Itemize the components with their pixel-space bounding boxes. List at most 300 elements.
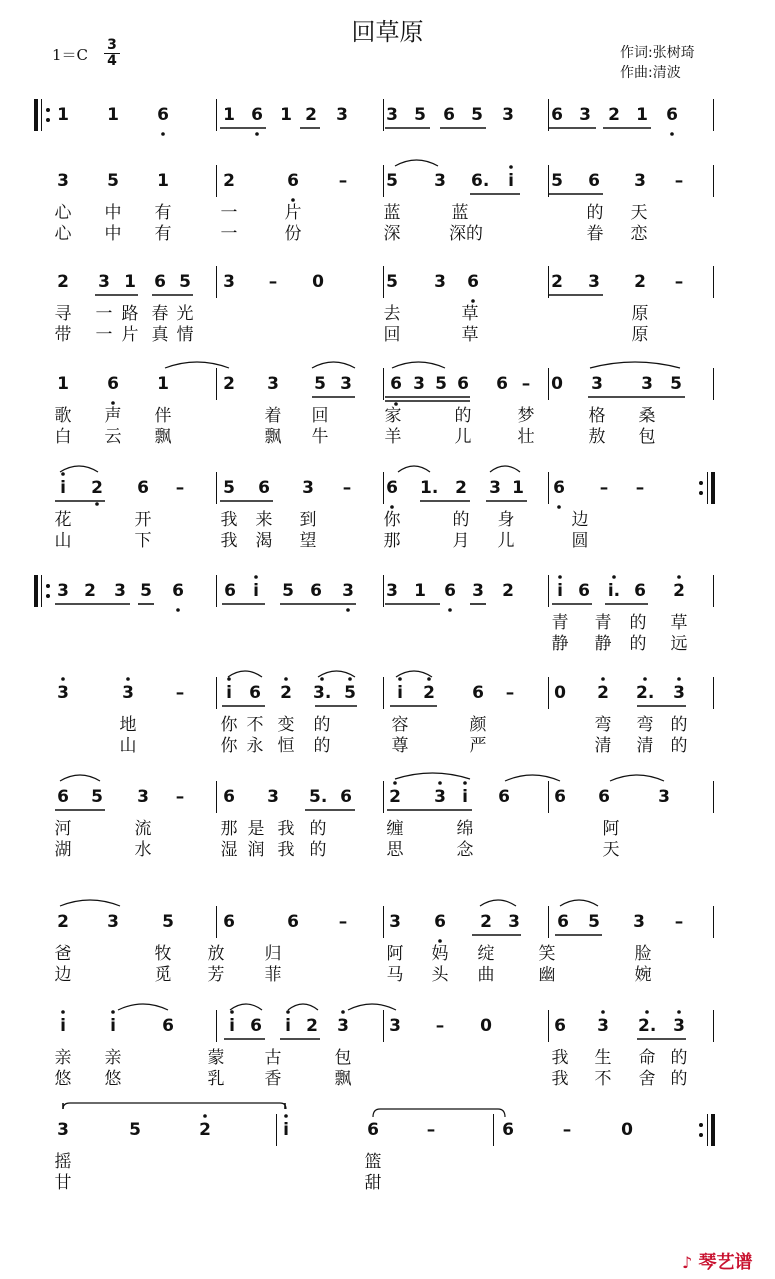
- note: 3: [57, 581, 69, 601]
- lyric-syllable: 中: [104, 203, 122, 223]
- lyric-syllable: 恋: [630, 224, 648, 244]
- note: 1: [636, 105, 648, 125]
- lyric-syllable: 带: [54, 325, 72, 345]
- octave-dot: [677, 677, 681, 681]
- lyric-syllable: 的: [452, 510, 470, 530]
- lyric-syllable: 眷: [586, 224, 604, 244]
- note: 6: [467, 272, 479, 292]
- lyric-syllable: 牛: [311, 427, 329, 447]
- lyric-syllable: 缠: [386, 819, 404, 839]
- note: –: [521, 374, 531, 394]
- note: 6: [554, 1016, 566, 1036]
- note: 6: [634, 581, 646, 601]
- lyric-syllable: 容: [391, 715, 409, 735]
- note: 5.: [309, 787, 328, 807]
- lyric-syllable: 那: [383, 531, 401, 551]
- lyric-syllable: 香: [264, 1069, 282, 1089]
- lyric-syllable: 清: [594, 736, 612, 756]
- note: –: [599, 478, 609, 498]
- note: 2: [608, 105, 620, 125]
- lyric-syllable: 声: [104, 406, 122, 426]
- lyric-syllable: 绵: [456, 819, 474, 839]
- note: 6: [588, 171, 600, 191]
- lyric-syllable: 边: [54, 965, 72, 985]
- lyric-syllable: 光: [176, 304, 194, 324]
- lyric-syllable: 深的: [449, 224, 483, 244]
- lyric-syllable: 圆: [571, 531, 589, 551]
- note: 3: [489, 478, 501, 498]
- lyric-syllable: 回: [383, 325, 401, 345]
- note: 1: [124, 272, 136, 292]
- note: 2: [597, 683, 609, 703]
- slur: [505, 775, 560, 781]
- lyric-syllable: 亲: [54, 1048, 72, 1068]
- note: 2: [673, 581, 685, 601]
- lyric-syllable: 草: [461, 304, 479, 324]
- note: 2: [57, 912, 69, 932]
- lyric-syllable: 回: [311, 406, 329, 426]
- slur: [348, 1004, 396, 1010]
- lyric-syllable: 的: [629, 613, 647, 633]
- lyric-syllable: 你: [383, 510, 401, 530]
- note: 2: [389, 787, 401, 807]
- note: 1: [223, 105, 235, 125]
- note: 3: [107, 912, 119, 932]
- lyric-syllable: 开: [134, 510, 152, 530]
- note: –: [338, 912, 348, 932]
- note: 5: [435, 374, 447, 394]
- note: 3: [57, 683, 69, 703]
- octave-dot: [601, 677, 605, 681]
- lyric-syllable: 妈: [431, 944, 449, 964]
- note: 1: [57, 374, 69, 394]
- lyric-syllable: 的: [670, 1048, 688, 1068]
- lyric-syllable: 远: [670, 634, 688, 654]
- note: 5: [551, 171, 563, 191]
- lyric-syllable: 羊: [384, 427, 402, 447]
- slur: [398, 466, 430, 472]
- lyric-syllable: 婉: [634, 965, 652, 985]
- lyric-syllable: 包: [638, 427, 656, 447]
- note: 0: [312, 272, 324, 292]
- octave-dot: [284, 677, 288, 681]
- note: 6: [162, 1016, 174, 1036]
- lyric-syllable: 思: [386, 840, 404, 860]
- lyric-syllable: 的: [670, 715, 688, 735]
- lyric-syllable: 有: [154, 224, 172, 244]
- lyric-syllable: 亲: [104, 1048, 122, 1068]
- song-title: 回草原: [351, 18, 424, 46]
- note: 3: [641, 374, 653, 394]
- octave-dot: [390, 505, 394, 509]
- octave-dot: [284, 1114, 288, 1118]
- note: 1: [157, 171, 169, 191]
- note: 5: [129, 1120, 141, 1140]
- note: 6: [287, 171, 299, 191]
- note: 3: [634, 171, 646, 191]
- note: 6: [578, 581, 590, 601]
- note: i: [508, 171, 514, 191]
- note: 3: [472, 581, 484, 601]
- lyric-syllable: 念: [456, 840, 474, 860]
- composer-credit: 作曲:清波: [620, 65, 681, 81]
- lyric-syllable: 爸: [54, 944, 72, 964]
- note: –: [342, 478, 352, 498]
- octave-dot: [227, 677, 231, 681]
- lyric-syllable: 我: [277, 819, 295, 839]
- lyric-syllable: 青: [551, 613, 569, 633]
- note: 2: [223, 171, 235, 191]
- note: 6: [251, 105, 263, 125]
- note: i: [285, 1016, 291, 1036]
- note: 6: [502, 1120, 514, 1140]
- lyric-syllable: 清: [636, 736, 654, 756]
- lyric-syllable: 静: [551, 634, 569, 654]
- note: 5: [162, 912, 174, 932]
- note: 1: [157, 374, 169, 394]
- note: 6: [223, 787, 235, 807]
- lyric-syllable: 伴: [154, 406, 172, 426]
- lyric-syllable: 严: [469, 736, 487, 756]
- slur: [230, 1004, 262, 1010]
- note: 5: [471, 105, 483, 125]
- note: –: [435, 1016, 445, 1036]
- lyricist-credit: 作词:张树琦: [620, 45, 695, 61]
- note: 3: [267, 374, 279, 394]
- lyric-syllable: 儿: [454, 427, 472, 447]
- note: –: [175, 478, 185, 498]
- lyric-syllable: 的: [454, 406, 472, 426]
- lyric-syllable: 飘: [264, 427, 282, 447]
- lyric-syllable: 山: [54, 531, 72, 551]
- time-signature-denominator: 4: [104, 53, 120, 69]
- lyric-syllable: 变: [277, 715, 295, 735]
- octave-dot: [612, 575, 616, 579]
- octave-dot: [677, 1010, 681, 1014]
- lyric-syllable: 牧: [154, 944, 172, 964]
- slur: [118, 1004, 168, 1010]
- lyric-syllable: 马: [386, 965, 404, 985]
- lyric-syllable: 篮: [364, 1152, 382, 1172]
- lyric-syllable: 绽: [477, 944, 495, 964]
- lyric-syllable: 尊: [391, 736, 409, 756]
- note: 3: [340, 374, 352, 394]
- lyric-syllable: 我: [551, 1048, 569, 1068]
- octave-dot: [341, 1010, 345, 1014]
- note: 6: [340, 787, 352, 807]
- lyric-syllable: 阿: [602, 819, 620, 839]
- lyric-syllable: 流: [134, 819, 152, 839]
- note: 5: [282, 581, 294, 601]
- note: –: [338, 171, 348, 191]
- lyric-syllable: 你: [220, 715, 238, 735]
- lyric-syllable: 水: [134, 840, 152, 860]
- note: 3: [57, 171, 69, 191]
- lyric-syllable: 深: [383, 224, 401, 244]
- octave-dot: [557, 505, 561, 509]
- lyric-syllable: 湿: [220, 840, 238, 860]
- note: –: [175, 683, 185, 703]
- note: 2: [57, 272, 69, 292]
- slur: [396, 671, 432, 677]
- lyric-syllable: 的: [629, 634, 647, 654]
- slur: [490, 466, 520, 472]
- lyric-syllable: 飘: [154, 427, 172, 447]
- lyric-syllable: 的: [309, 840, 327, 860]
- note: –: [175, 787, 185, 807]
- note: 3: [434, 272, 446, 292]
- note: 2: [199, 1120, 211, 1140]
- lyric-syllable: 中: [104, 224, 122, 244]
- note: i: [557, 581, 563, 601]
- note: 6: [551, 105, 563, 125]
- lyric-syllable: 我: [551, 1069, 569, 1089]
- note: 3: [597, 1016, 609, 1036]
- lyric-syllable: 的: [670, 1069, 688, 1089]
- lyric-syllable: 归: [264, 944, 282, 964]
- lyric-syllable: 家: [384, 406, 402, 426]
- lyric-syllable: 润: [247, 840, 265, 860]
- lyric-syllable: 山: [119, 736, 137, 756]
- lyric-syllable: 是: [247, 819, 265, 839]
- note: 0: [554, 683, 566, 703]
- lyric-syllable: 天: [602, 840, 620, 860]
- octave-dot: [320, 677, 324, 681]
- slur: [312, 362, 355, 368]
- octave-dot: [558, 575, 562, 579]
- octave-dot: [255, 132, 259, 136]
- note: 3: [389, 912, 401, 932]
- note: 2: [502, 581, 514, 601]
- lyric-syllable: 悠: [54, 1069, 72, 1089]
- slur: [395, 773, 470, 779]
- lyric-syllable: 片: [284, 203, 302, 223]
- note: 2: [480, 912, 492, 932]
- slur: [318, 671, 355, 677]
- note: 2: [423, 683, 435, 703]
- octave-dot: [254, 575, 258, 579]
- lyric-syllable: 芳: [207, 965, 225, 985]
- lyric-syllable: 草: [461, 325, 479, 345]
- slur: [228, 671, 262, 677]
- note: i: [397, 683, 403, 703]
- note: 3.: [313, 683, 332, 703]
- lyric-syllable: 古: [264, 1048, 282, 1068]
- lyric-syllable: 不: [594, 1069, 612, 1089]
- note: 5: [670, 374, 682, 394]
- lyric-syllable: 那: [220, 819, 238, 839]
- lyric-syllable: 乳: [207, 1069, 225, 1089]
- note: –: [674, 912, 684, 932]
- note: 2: [306, 1016, 318, 1036]
- lyric-syllable: 寻: [54, 304, 72, 324]
- octave-dot: [601, 1010, 605, 1014]
- lyric-syllable: 来: [255, 510, 273, 530]
- note: 6: [107, 374, 119, 394]
- note: 3: [579, 105, 591, 125]
- slur: [60, 775, 100, 781]
- octave-dot: [230, 1010, 234, 1014]
- lyric-syllable: 蓝: [383, 203, 401, 223]
- note: 1: [512, 478, 524, 498]
- slur: [480, 900, 516, 906]
- note: 6: [598, 787, 610, 807]
- note: 3: [336, 105, 348, 125]
- lyric-syllable: 片: [121, 325, 139, 345]
- lyric-syllable: 心: [54, 224, 72, 244]
- note: 3: [267, 787, 279, 807]
- lyric-syllable: 蓝: [451, 203, 469, 223]
- note: 2: [84, 581, 96, 601]
- lyric-syllable: 的: [313, 736, 331, 756]
- note: 2.: [636, 683, 655, 703]
- note: 5: [314, 374, 326, 394]
- note: 6: [457, 374, 469, 394]
- note: i.: [607, 581, 621, 601]
- lyric-syllable: 幽: [538, 965, 556, 985]
- lyric-syllable: 壮: [517, 427, 535, 447]
- lyric-syllable: 春: [151, 304, 169, 324]
- note: 3: [342, 581, 354, 601]
- lyric-syllable: 你: [220, 736, 238, 756]
- note: 6: [310, 581, 322, 601]
- note: 3: [114, 581, 126, 601]
- octave-dot: [463, 781, 467, 785]
- slur: [560, 900, 598, 906]
- note: 3: [57, 1120, 69, 1140]
- note: 6: [367, 1120, 379, 1140]
- note: i: [283, 1120, 289, 1140]
- note: 6: [172, 581, 184, 601]
- lyric-syllable: 白: [54, 427, 72, 447]
- note: 6: [157, 105, 169, 125]
- note: –: [674, 171, 684, 191]
- note: i: [60, 1016, 66, 1036]
- lyric-syllable: 颜: [469, 715, 487, 735]
- lyric-syllable: 一: [95, 304, 113, 324]
- note: 3: [386, 581, 398, 601]
- note: 2: [91, 478, 103, 498]
- lyric-syllable: 梦: [517, 406, 535, 426]
- note: 6: [287, 912, 299, 932]
- lyric-syllable: 下: [134, 531, 152, 551]
- octave-dot: [61, 1010, 65, 1014]
- octave-dot: [346, 608, 350, 612]
- note: 3: [673, 683, 685, 703]
- note: 3: [413, 374, 425, 394]
- note: 3: [223, 272, 235, 292]
- lyric-syllable: 原: [631, 325, 649, 345]
- lyric-syllable: 曲: [477, 965, 495, 985]
- lyric-syllable: 舍: [638, 1069, 656, 1089]
- octave-dot: [394, 402, 398, 406]
- note: 6: [498, 787, 510, 807]
- lyric-syllable: 我: [220, 531, 238, 551]
- note: i: [462, 787, 468, 807]
- note: 3: [434, 171, 446, 191]
- note: 5: [414, 105, 426, 125]
- octave-dot: [203, 1114, 207, 1118]
- octave-dot: [111, 1010, 115, 1014]
- lyric-syllable: 边: [571, 510, 589, 530]
- lyric-syllable: 着: [264, 406, 282, 426]
- lyric-syllable: 阿: [386, 944, 404, 964]
- lyric-syllable: 情: [176, 325, 194, 345]
- note: 6: [553, 478, 565, 498]
- octave-dot: [471, 299, 475, 303]
- note: 0: [480, 1016, 492, 1036]
- lyric-syllable: 云: [104, 427, 122, 447]
- lyric-syllable: 儿: [497, 531, 515, 551]
- time-signature-numerator: 3: [107, 37, 117, 53]
- note: 5: [179, 272, 191, 292]
- lyric-syllable: 菲: [264, 965, 282, 985]
- note: 6: [443, 105, 455, 125]
- note: 1: [414, 581, 426, 601]
- note: 6: [258, 478, 270, 498]
- octave-dot: [286, 1010, 290, 1014]
- lyric-syllable: 一: [95, 325, 113, 345]
- octave-dot: [176, 608, 180, 612]
- note: 3: [122, 683, 134, 703]
- note: 3: [508, 912, 520, 932]
- note: 2: [455, 478, 467, 498]
- lyric-syllable: 渴: [255, 531, 273, 551]
- slur: [395, 160, 438, 166]
- note: 3: [502, 105, 514, 125]
- note: 2.: [638, 1016, 657, 1036]
- note: 2: [634, 272, 646, 292]
- slur: [288, 1004, 318, 1010]
- lyric-syllable: 真: [151, 325, 169, 345]
- lyric-syllable: 的: [313, 715, 331, 735]
- note: –: [505, 683, 515, 703]
- note: 2: [280, 683, 292, 703]
- note: 3: [389, 1016, 401, 1036]
- note: 6.: [471, 171, 490, 191]
- note: –: [268, 272, 278, 292]
- lyric-syllable: 桑: [638, 406, 656, 426]
- lyric-syllable: 笑: [538, 944, 556, 964]
- note: 5: [223, 478, 235, 498]
- note: 3: [633, 912, 645, 932]
- octave-dot: [448, 608, 452, 612]
- lyric-syllable: 敖: [588, 427, 606, 447]
- note: –: [426, 1120, 436, 1140]
- note: 3: [673, 1016, 685, 1036]
- lyric-syllable: 飘: [334, 1069, 352, 1089]
- lyric-syllable: 脸: [634, 944, 652, 964]
- note: 2: [305, 105, 317, 125]
- lyric-syllable: 摇: [54, 1152, 72, 1172]
- slur: [60, 466, 98, 472]
- slur: [610, 775, 664, 781]
- note: 6: [557, 912, 569, 932]
- note: 3: [588, 272, 600, 292]
- lyric-syllable: 命: [638, 1048, 656, 1068]
- note: 5: [91, 787, 103, 807]
- lyric-syllable: 格: [588, 406, 606, 426]
- octave-dot: [398, 677, 402, 681]
- note: 1: [57, 105, 69, 125]
- lyric-syllable: 弯: [636, 715, 654, 735]
- lyric-syllable: 悠: [104, 1069, 122, 1089]
- note: 5: [140, 581, 152, 601]
- octave-dot: [393, 781, 397, 785]
- note: 6: [57, 787, 69, 807]
- note: i: [229, 1016, 235, 1036]
- lyric-syllable: 的: [670, 736, 688, 756]
